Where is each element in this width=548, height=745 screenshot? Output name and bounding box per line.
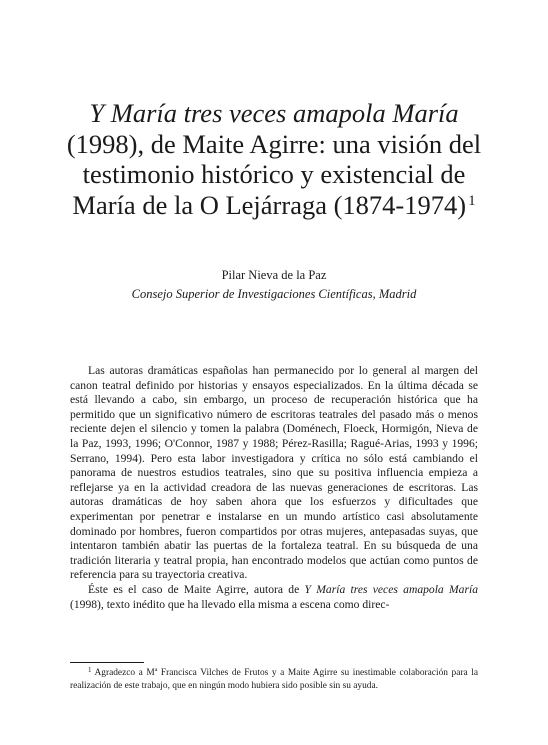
article-body — [70, 364, 478, 612]
title-italic-part: Y María tres veces amapola María — [89, 98, 459, 128]
paragraph-2 — [70, 583, 478, 612]
author-affiliation: Consejo Superior de Investigaciones Científicas, Madrid — [131, 287, 417, 301]
footnote — [70, 667, 478, 693]
paragraph-2-continuation: (1998), texto inédito que ha llevado ella misma a escena como direc- — [70, 597, 390, 611]
title-footnote-ref[interactable]: 1 — [468, 192, 476, 209]
paragraph-2-start: Éste es el caso de Maite Agirre, autora de — [88, 582, 305, 596]
paragraph-2-work-title: Y María tres veces amapola María — [304, 582, 478, 596]
footnote-separator — [70, 662, 144, 663]
author-name: Pilar Nieva de la Paz — [221, 268, 327, 282]
paragraph-1: Las autoras dramáticas españolas han permanecido por lo general al margen del canon teatral definido por historias y ensayos especializados. En la última década se está llevando a cabo, sin embargo, un proceso de recuperación histórica que ha permitido que un significativo número de escritoras teatrales del pasado más o menos reciente dejen el silencio y tomen la palabra (Doménech, Floeck, Hormigón, Nieva de la Paz, 1993, 1996; O'Connor, 1987 y 1988; Pérez-Rasilla; Ragué-Arias, 1993 y 1996; Serrano, 1994). Pero esta labor investigadora y crítica no sólo está cambiando el panorama de nuestros estudios teatrales, sino que su positiva influencia empieza a reflejarse ya en la actividad creadora de las nuevas generaciones de escritoras. Las autoras dramáticas de hoy saben ahora que los esfuerzos y dificultades que experimentan por penetrar e instalarse en un mundo artístico casi absolutamente dominado por hombres, fueron compartidos por otras mujeres, antepasadas suyas, que intentaron también abatir las puertas de la fortaleza teatral. En su búsqueda de una tradición literaria y teatral propia, han encontrado modelos que actúan como puntos de referencia para su trayectoria creativa. — [70, 364, 478, 582]
footnote-text: Agradezco a Mª Francisca Vilches de Frutos y a Maite Agirre su inestimable colaboración para la realización de este trabajo, que en ningún modo hubiera sido posible sin su ayuda. — [70, 668, 478, 691]
article-title — [60, 98, 488, 220]
footnote-marker: 1 — [88, 666, 92, 674]
title-main-part: (1998), de Maite Agirre: una visión del testimonio histórico y existencial de María de la O Lejárraga (1874-1974) — [66, 128, 482, 220]
